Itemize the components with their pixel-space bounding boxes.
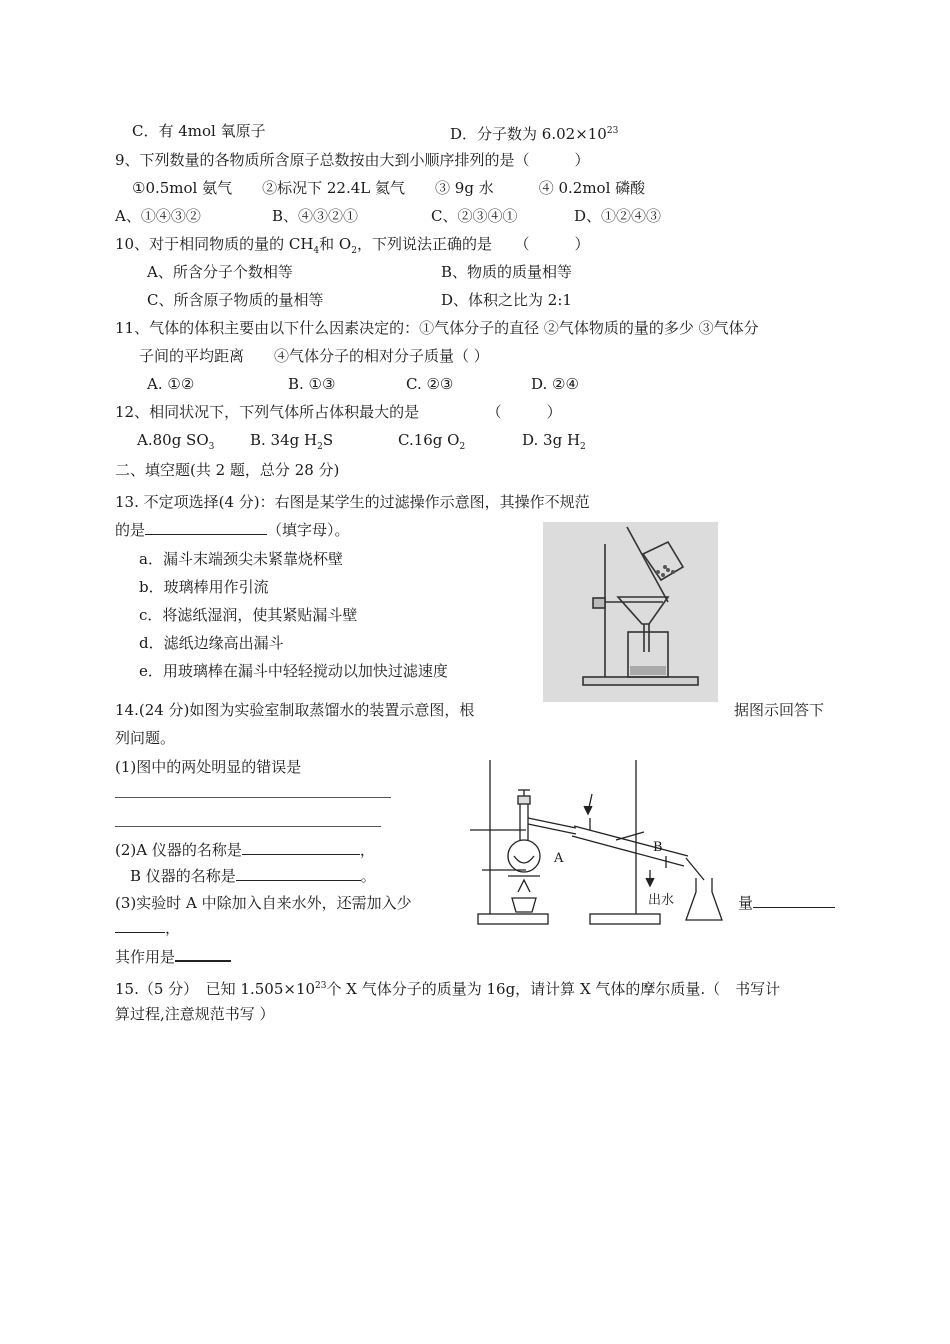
q9-option-b: B、④③②① — [272, 207, 359, 225]
label-water-out: 出水 — [648, 893, 675, 908]
q12-option-b: B. 34g $H_2S$ — [250, 431, 334, 452]
q15-line1: 15.（5 分） 已知 $1.505\times 10^{23}$个 X 气体分子的质量为 16g，请计算 X 气体的摩尔质量.（ 书写计 — [115, 980, 781, 998]
distillation-apparatus-icon — [466, 752, 726, 930]
q14-additive-blank-cont[interactable] — [115, 918, 165, 933]
q14-additive-blank[interactable] — [753, 893, 835, 908]
q14-line1-left: 14.(24 分)如图为实验室制取蒸馏水的装置示意图，根 — [115, 701, 475, 719]
q12-stem: 12、相同状况下，下列气体所占体积最大的是 （ ） — [115, 403, 562, 421]
q13-option-b: b．玻璃棒用作引流 — [139, 578, 269, 596]
label-b: B — [653, 840, 663, 855]
q12-option-c: C.16g $O_2$ — [398, 431, 466, 452]
q14-part2: (2)A 仪器的名称是 ， — [115, 841, 375, 859]
q14-part3: (3)实验时 A 中除加入自来水外，还需加入少 — [115, 894, 412, 912]
q11-option-a: A. ①② — [147, 375, 195, 393]
q14-b-name-blank[interactable] — [236, 866, 361, 881]
q14-part1: (1)图中的两处明显的错误是 — [115, 758, 302, 776]
q11-line1: 11、气体的体积主要由以下什么因素决定的：①气体分子的直径 ②气体物质的量的多少 ③气体分 — [115, 319, 759, 337]
filtration-apparatus-icon — [543, 522, 718, 702]
q14-part1-blank-1[interactable] — [115, 797, 391, 798]
q13-line2: 的是 （填字母）。 — [115, 521, 350, 539]
q13-option-a: a．漏斗末端颈尖未紧靠烧杯壁 — [139, 550, 343, 568]
q9-option-c: C、②③④① — [431, 207, 518, 225]
q15-line2: 算过程,注意规范书写 ） — [115, 1005, 275, 1023]
q10-option-b: B、物质的质量相等 — [441, 263, 573, 281]
q10-stem: 10、对于相同物质的量的 $CH_4$和 $O_2$，下列说法正确的是 （ ） — [115, 235, 590, 256]
label-a: A — [554, 851, 564, 866]
q13-line1: 13. 不定项选择(4 分)：右图是某学生的过滤操作示意图，其操作不规范 — [115, 493, 590, 511]
q11-option-d: D. ②④ — [531, 375, 579, 393]
section-title: 二、填空题(共 2 题，总分 28 分) — [115, 461, 340, 479]
q8-option-d: D．分子数为 $6.02\times 10^{23}$ — [450, 125, 619, 143]
q13-option-e: e．用玻璃棒在漏斗中轻轻搅动以加快过滤速度 — [139, 662, 448, 680]
q10-option-c: C、所含原子物质的量相等 — [147, 291, 324, 309]
q14-a-name-blank[interactable] — [242, 840, 360, 855]
q8-option-c: C．有 4mol 氧原子 — [132, 122, 266, 140]
q11-option-c: C. ②③ — [406, 375, 454, 393]
q14-part3-right: 量 — [738, 893, 835, 913]
q14-purpose-blank[interactable] — [175, 946, 231, 962]
distillation-figure — [466, 752, 726, 930]
q14-part3-cont: ， — [115, 918, 180, 938]
q11-option-b: B. ①③ — [288, 375, 336, 393]
q12-option-d: D. 3g $H_2$ — [522, 431, 586, 452]
q9-items: ①0.5mol 氨气 ②标况下 22.4L 氦气 ③ 9g 水 ④ 0.2mol 磷酸 — [132, 179, 646, 197]
q13-option-c: c．将滤纸湿润，使其紧贴漏斗壁 — [139, 606, 358, 624]
q10-option-d: D、体积之比为 2:1 — [441, 291, 572, 309]
q12-option-a: A.80g $SO_3$ — [137, 431, 215, 452]
q9-option-d: D、①②④③ — [574, 207, 662, 225]
q11-line2: 子间的平均距离 ④气体分子的相对分子质量（ ） — [139, 347, 489, 365]
q10-option-a: A、所含分子个数相等 — [147, 263, 293, 281]
q14-part2b: B 仪器的名称是 。 — [130, 867, 376, 885]
q14-part3-purpose: 其作用是 — [115, 946, 231, 967]
q14-part1-blank-2[interactable] — [115, 826, 381, 827]
q13-option-d: d．滤纸边缘高出漏斗 — [139, 634, 284, 652]
q14-line2: 列问题。 — [115, 729, 176, 747]
filtration-figure — [543, 522, 718, 702]
q14-line1-right: 据图示回答下 — [734, 701, 825, 719]
q9-stem: 9、下列数量的各物质所含原子总数按由大到小顺序排列的是（ ） — [115, 151, 590, 169]
q9-option-a: A、①④③② — [115, 207, 201, 225]
q13-answer-blank[interactable] — [145, 520, 267, 535]
